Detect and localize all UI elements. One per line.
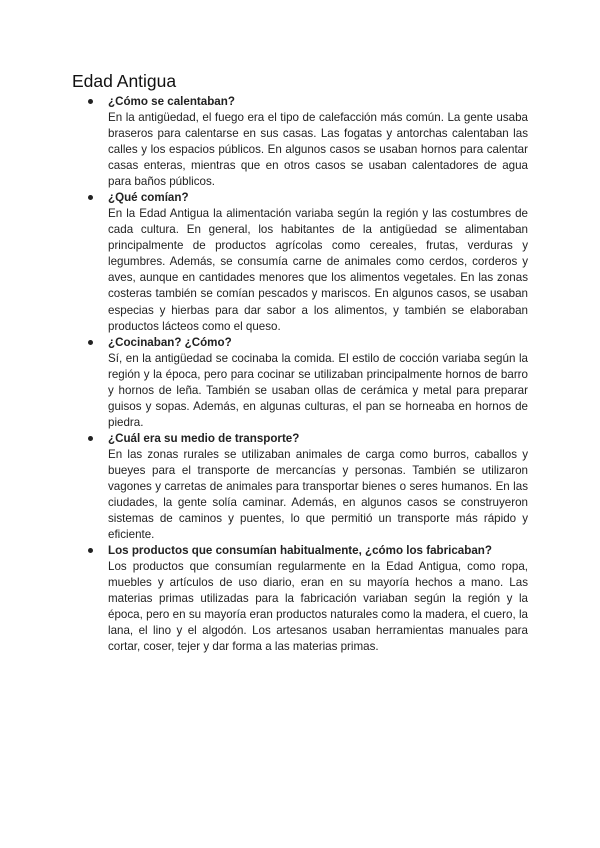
bullet-icon — [88, 99, 93, 104]
answer-text: En la antigüedad, el fuego era el tipo de calefacción más común. La gente usaba braseros para calentarse en sus casas. Las fogatas y antorchas calentaban las calles y los espacios públicos. En algunos casos se usaban hornos para calentar casas enteras, mientras que en otros casos se usaban calentadores de agua para baños públicos. — [108, 111, 528, 189]
question-heading: Los productos que consumían habitualmente, ¿cómo los fabricaban? — [108, 544, 492, 558]
list-item-heating — [72, 94, 528, 190]
bullet-icon — [88, 436, 93, 441]
question-heading: ¿Qué comían? — [108, 191, 189, 205]
list-item-transport — [72, 431, 528, 543]
answer-text: En la Edad Antigua la alimentación variaba según la región y las costumbres de cada cultura. En general, los habitantes de la antigüedad se alimentaban principalmente de productos agrícolas como cereales, frutas, verduras y legumbres. Además, se consumía carne de animales como cerdos, corderos y aves, aunque en cantidades menores que los alimentos vegetales. En las zonas costeras también se comían pescados y mariscos. En algunos casos, se usaban especias y hierbas para dar sabor a los alimentos, y también se elaboraban productos lácteos como el queso. — [108, 207, 528, 333]
question-heading: ¿Cómo se calentaban? — [108, 95, 235, 108]
bullet-icon — [88, 195, 93, 200]
list-item-products — [72, 543, 528, 655]
bullet-icon — [88, 340, 93, 345]
page-title: Edad Antigua — [72, 71, 177, 91]
list-item-food — [72, 190, 528, 334]
question-heading: ¿Cuál era su medio de transporte? — [108, 431, 300, 445]
question-heading: ¿Cocinaban? ¿Cómo? — [108, 335, 232, 349]
answer-text: Los productos que consumían regularmente en la Edad Antigua, como ropa, muebles y artículos de uso diario, eran en su mayoría hechos a mano. Las materias primas utilizadas para la fabricación variaban según la región y la época, pero en su mayoría eran productos naturales como la madera, el cuero, la lana, el lino y el algodón. Los artesanos usaban herramientas manuales para cortar, coser, tejer y dar forma a las materias primas. — [108, 560, 528, 654]
answer-text: Sí, en la antigüedad se cocinaba la comida. El estilo de cocción variaba según la región y la época, pero para cocinar se utilizaban principalmente hornos de barro y hornos de leña. También se usaban ollas de cerámica y metal para preparar guisos y sopas. Además, en algunas culturas, el pan se horneaba en hornos de piedra. — [108, 351, 528, 429]
answer-text: En las zonas rurales se utilizaban animales de carga como burros, caballos y bueyes para el transporte de mercancías y personas. También se utilizaron vagones y carretas de animales para transportar bienes o seres humanos. En las ciudades, la gente solía caminar. Además, en algunos casos se construyeron sistemas de caminos y puentes, lo que permitió un transporte más rápido y eficiente. — [108, 447, 528, 542]
bullet-icon — [88, 548, 93, 553]
list-item-cooking — [72, 335, 528, 431]
question-list — [72, 94, 528, 655]
